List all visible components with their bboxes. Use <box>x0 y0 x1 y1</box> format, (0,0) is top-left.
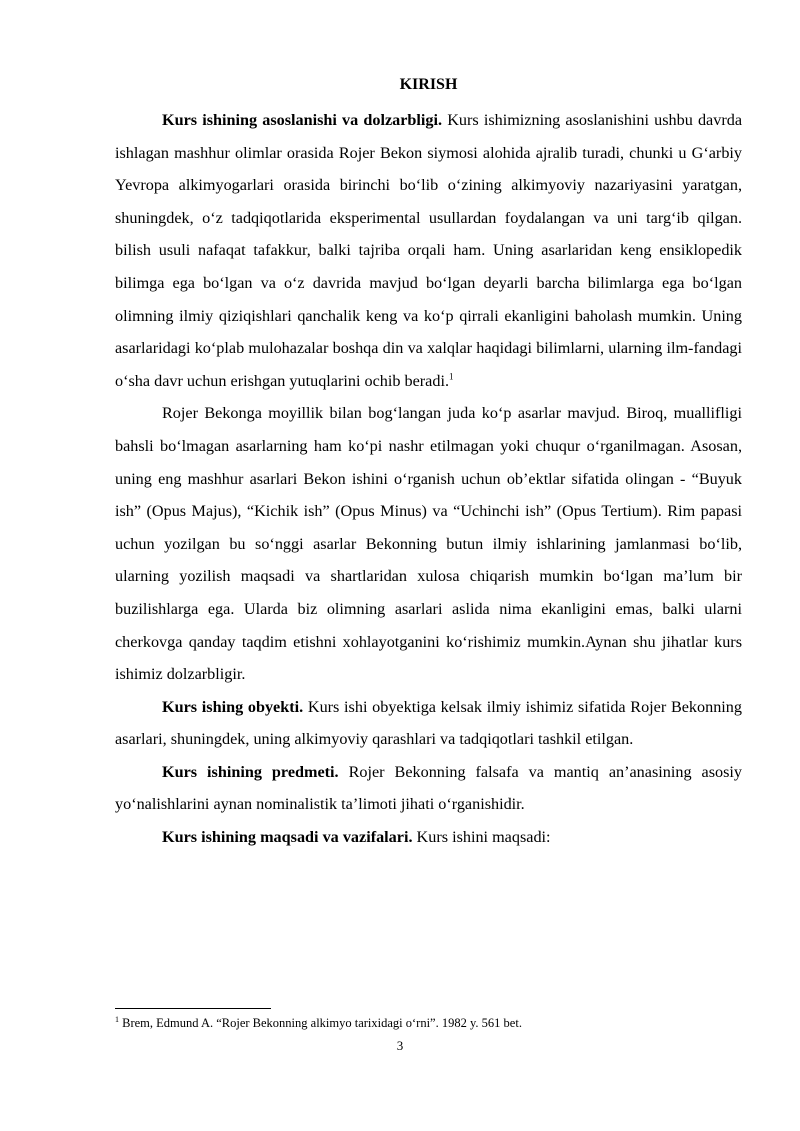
paragraph-text: Kurs ishimizning asoslanishini ushbu davrda ishlagan mashhur olimlar orasida Rojer Bekon siymosi alohida ajralib turadi, chunki u G‘arbiy Yevropa alkimyogarlari orasida birinchi bo‘lib o‘zining alkimyoviy nazariyasini yaratgan, shuningdek, o‘z tadqiqotlarida eksperimental usullardan foydalangan va uni targ‘ib qilgan. bilish usuli nafaqat tafakkur, balki tajriba orqali ham. Uning asarlaridan keng ensiklopedik bilimga ega bo‘lgan va o‘z davrida mavjud bo‘lgan deyarli barcha bilimlarga ega bo‘lgan olimning ilmiy qiziqishlari qanchalik keng va ko‘p qirrali ekanligini baholash mumkin. Uning asarlaridagi ko‘plab mulohazalar boshqa din va xalqlar haqidagi bilimlarni, ularning ilm-fandagi o‘sha davr uchun erishgan yutuqlarini ochib beradi. <box>115 111 743 390</box>
paragraph-relevance <box>115 104 742 397</box>
paragraph-object <box>115 691 742 756</box>
paragraph-works <box>115 397 742 690</box>
footnote-reference[interactable]: 1 <box>449 371 454 382</box>
page-number: 3 <box>396 1038 404 1053</box>
page-title: KIRISH <box>399 76 458 93</box>
footnote <box>115 1014 742 1032</box>
paragraph-goals <box>115 821 742 854</box>
paragraph-subject <box>115 756 742 821</box>
page-body <box>115 70 742 854</box>
paragraph-heading: Kurs ishing obyekti. <box>162 697 304 716</box>
paragraph-text: Rojer Bekonga moyillik bilan bog‘langan juda ko‘p asarlar mavjud. Biroq, muallifligi bahsli bo‘lmagan asarlarning ham ko‘pi nashr etilmagan yoki chuqur o‘rganilmagan. Asosan, uning eng mashhur asarlari Bekon ishini o‘rganish uchun ob’ektlar sifatida olingan - “Buyuk ish” (Opus Majus), “Kichik ish” (Opus Minus) va “Uchinchi ish” (Opus Tertium). Rim papasi uchun yozilgan bu so‘nggi asarlar Bekonning butun ilmiy ishlarining jamlanmasi bo‘lib, ularning yozilish maqsadi va shartlaridan xulosa chiqarish mumkin bo‘lgan ma’lum bir buzilishlarga ega. Ularda biz olimning asarlari aslida nima ekanligini emas, balki ularni cherkovga qanday taqdim etishni xohlayotganini ko‘rishimiz mumkin.Aynan shu jihatlar kurs ishimiz dolzarbligir. <box>115 404 742 684</box>
footnote-marker: 1 <box>115 1014 119 1024</box>
paragraph-text: Rojer Bekonning falsafa va mantiq an’anasining asosiy yo‘nalishlarini aynan nominalistik ta’limoti jihati o‘rganishidir. <box>115 762 742 814</box>
paragraph-heading: Kurs ishining asoslanishi va dolzarbligi. <box>162 111 443 129</box>
paragraph-heading: Kurs ishining maqsadi va vazifalari. <box>162 828 413 847</box>
paragraph-heading: Kurs ishining predmeti. <box>162 762 339 781</box>
footnote-separator <box>115 1008 271 1009</box>
paragraph-text: Kurs ishi obyektiga kelsak ilmiy ishimiz sifatida Rojer Bekonning asarlari, shuningdek, uning alkimyoviy qarashlari va tadqiqotlari tashkil etilgan. <box>115 697 742 749</box>
paragraph-text: Kurs ishini maqsadi: <box>412 828 551 847</box>
footnote-text: Brem, Edmund A. “Rojer Bekonning alkimyo tarixidagi o‘rni”. 1982 y. 561 bet. <box>119 1016 522 1030</box>
